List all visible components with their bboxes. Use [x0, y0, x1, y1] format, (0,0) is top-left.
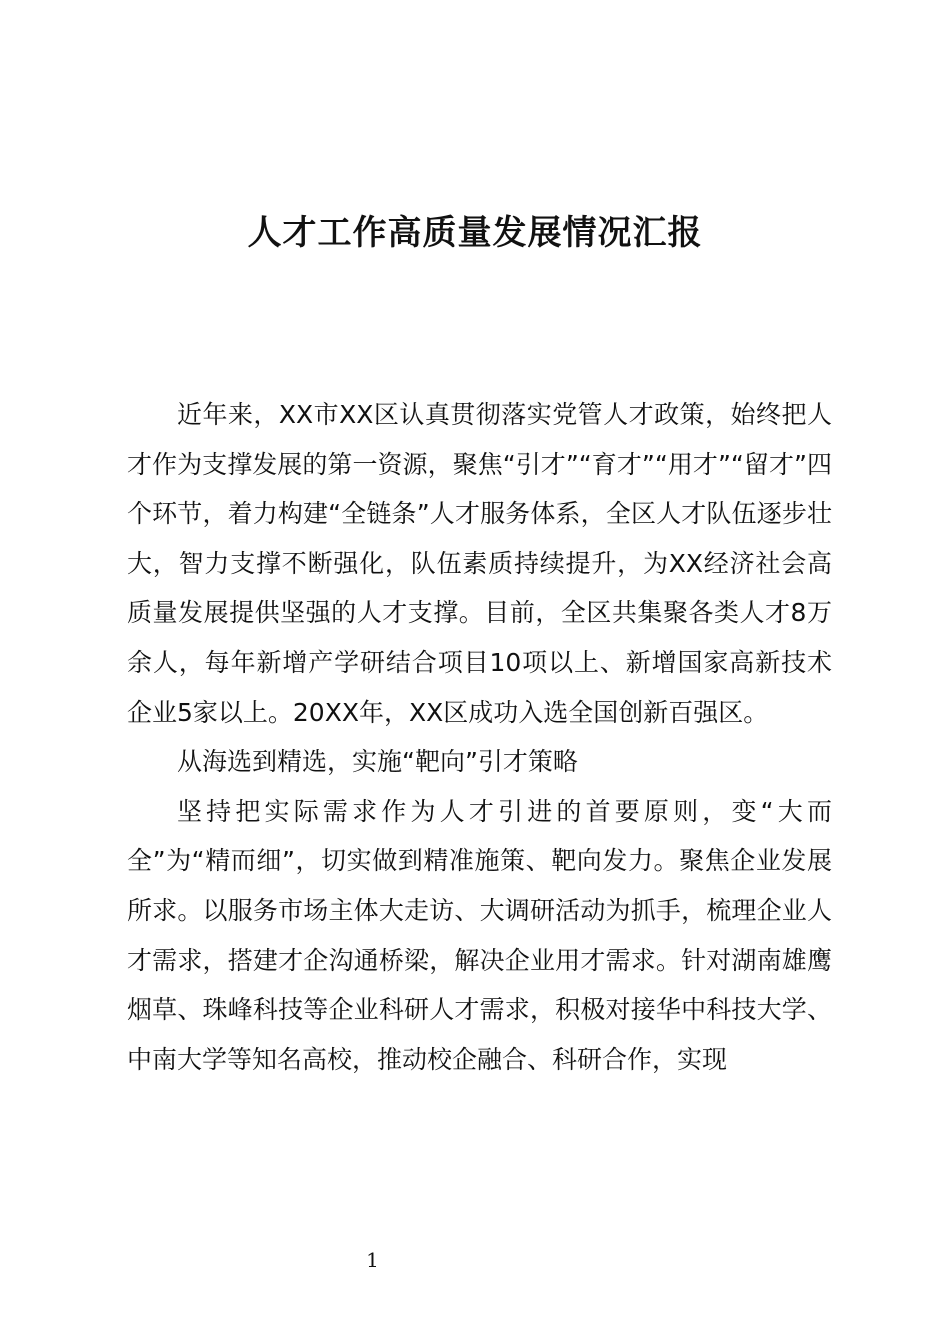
document-body [127, 390, 832, 1084]
page-number: 1 [366, 1248, 379, 1272]
intro-paragraph: 近年来，XX市XX区认真贯彻落实党管人才政策，始终把人才作为支撑发展的第一资源，聚焦“引才”“育才”“用才”“留才”四个环节，着力构建“全链条”人才服务体系，全区人才队伍逐步壮大，智力支撑不断强化，队伍素质持续提升，为XX经济社会高质量发展提供坚强的人才支撑。目前，全区共集聚各类人才8万余人，每年新增产学研结合项目10项以上、新增国家高新技术企业5家以上。20XX年，XX区成功入选全国创新百强区。 [127, 400, 832, 727]
document-title: 人才工作高质量发展情况汇报 [247, 213, 703, 253]
section-heading: 从海选到精选，实施“靶向”引才策略 [177, 747, 578, 777]
section-paragraph: 坚持把实际需求作为人才引进的首要原则，变“大而全”为“精而细”，切实做到精准施策、靶向发力。聚焦企业发展所求。以服务市场主体大走访、大调研活动为抓手，梳理企业人才需求，搭建才企沟通桥梁，解决企业用才需求。针对湖南雄鹰烟草、珠峰科技等企业科研人才需求，积极对接华中科技大学、中南大学等知名高校，推动校企融合、科研合作，实现 [127, 796, 832, 1074]
